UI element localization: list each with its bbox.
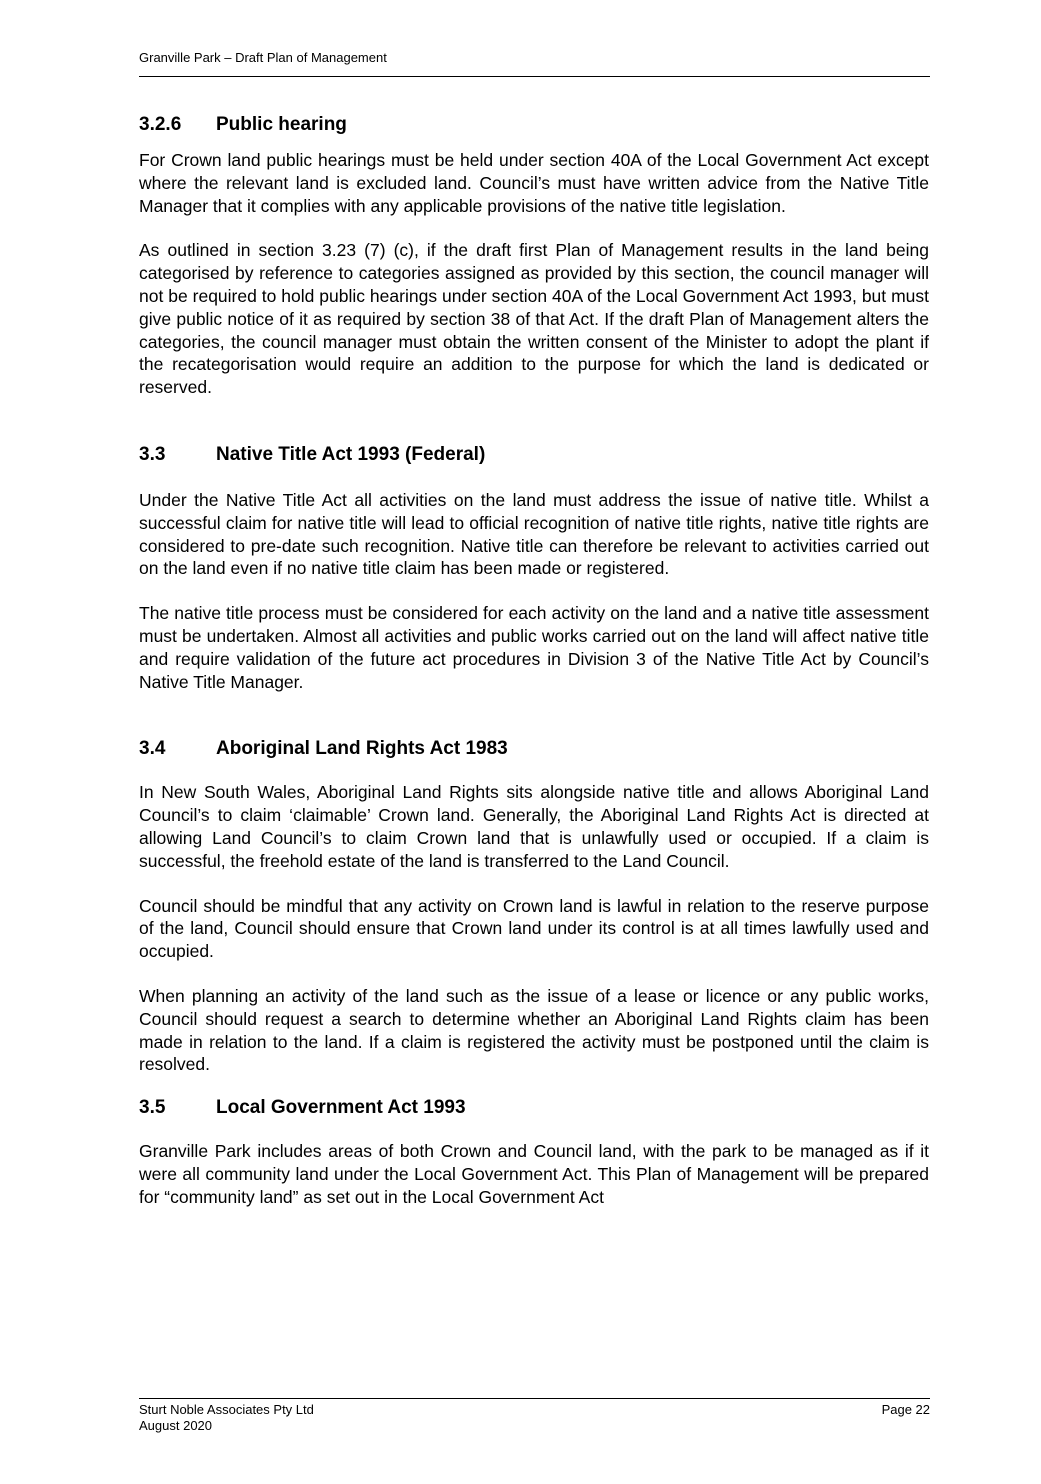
section-number: 3.4 — [139, 738, 166, 760]
section-aboriginal-land-rights-act — [139, 737, 929, 1076]
section-title: Aboriginal Land Rights Act 1983 — [216, 738, 508, 760]
footer-date: August 2020 — [139, 1418, 213, 1433]
paragraph: In New South Wales, Aboriginal Land Rights sits alongside native title and allows Aboriginal Land Council’s to claim ‘claimable’ Crown land. Generally, the Aboriginal Land Rights Act is directed at allowing Land Council’s to claim Crown land that is unlawfully used or occupied. If a claim is successful, the freehold estate of the land is transferred to the Land Council. — [139, 782, 929, 871]
paragraph: Granville Park includes areas of both Crown and Council land, with the park to be managed as if it were all community land under the Local Government Act. This Plan of Management will be prepared for “community land” as set out in the Local Government Act — [139, 1141, 929, 1207]
section-native-title-act — [139, 443, 929, 693]
paragraph: Under the Native Title Act all activities on the land must address the issue of native title. Whilst a successful claim for native title will lead to official recognition of native title rights, native title rights are considered to pre-date such recognition. Native title can therefore be relevant to activities carried out on the land even if no native title claim has been made or registered. — [139, 489, 929, 579]
page-body — [139, 113, 929, 1209]
footer-divider — [139, 1398, 930, 1399]
section-number: 3.2.6 — [139, 114, 182, 135]
page-number: Page 22 — [881, 1402, 930, 1417]
header-divider — [139, 76, 930, 77]
section-public-hearing — [139, 113, 929, 399]
section-heading — [139, 1096, 929, 1120]
footer-company: Sturt Noble Associates Pty Ltd — [139, 1402, 314, 1417]
paragraph: The native title process must be considered for each activity on the land and a native title assessment must be undertaken. Almost all activities and public works carried out on the land will affect native title and require validation of the future act procedures in Division 3 of the Native Title Act by Council’s Native Title Manager. — [139, 603, 929, 692]
paragraph: When planning an activity of the land such as the issue of a lease or licence or any public works, Council should request a search to determine whether an Aboriginal Land Rights claim has been made in relation to the land. If a claim is registered the activity must be postponed until the claim is resolved. — [139, 985, 929, 1075]
section-title: Local Government Act 1993 — [216, 1097, 466, 1119]
paragraph: For Crown land public hearings must be held under section 40A of the Local Government Act except where the relevant land is excluded land. Council’s must have written advice from the Native Title Manager that it complies with any applicable provisions of the native title legislation. — [139, 150, 929, 216]
section-title: Native Title Act 1993 (Federal) — [216, 443, 486, 465]
running-header: Granville Park – Draft Plan of Management — [139, 50, 387, 65]
section-number: 3.3 — [139, 443, 166, 465]
section-number: 3.5 — [139, 1097, 166, 1119]
paragraph: As outlined in section 3.23 (7) (c), if the draft first Plan of Management results in the land being categorised by reference to categories assigned as provided by this section, the council manager will not be required to hold public hearings under section 40A of the Local Government Act 1993, but must give public notice of it as required by section 38 of that Act. If the draft Plan of Management alters the categories, the council manager must obtain the written consent of the Minister to adopt the plant if the recategorisation would require an addition to the purpose for which the land is dedicated or reserved. — [139, 240, 929, 398]
paragraph: Council should be mindful that any activity on Crown land is lawful in relation to the reserve purpose of the land, Council should ensure that Crown land under its control is at all times lawfully used and occupied. — [139, 895, 929, 962]
footer-info — [139, 1402, 314, 1434]
section-local-government-act — [139, 1096, 929, 1208]
section-heading — [139, 443, 929, 467]
section-heading — [139, 737, 929, 761]
section-heading — [139, 113, 929, 137]
section-title: Public hearing — [216, 114, 347, 135]
